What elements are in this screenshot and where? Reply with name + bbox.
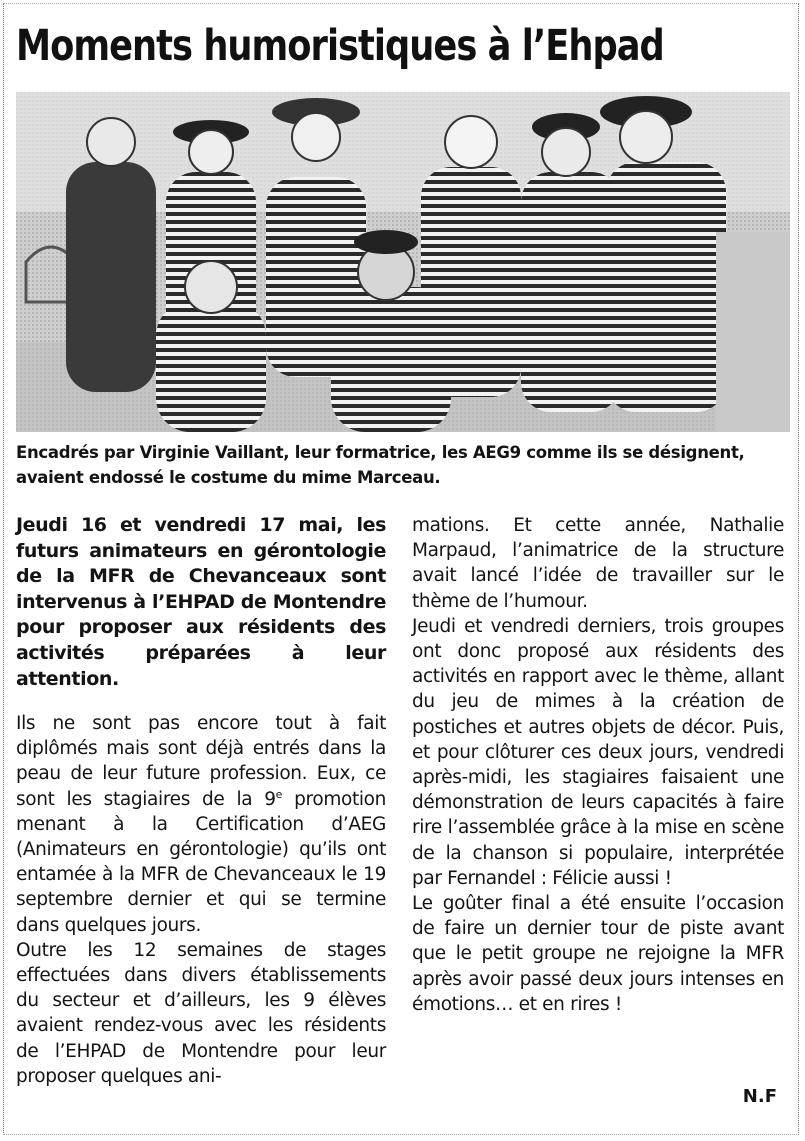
headline: Moments humoristiques à l’Ehpad — [16, 21, 664, 71]
paragraph: Ils ne sont pas encore tout à fait diplômés mais sont déjà entrés dans la peau de leur future profession. Eux, ce sont les stagiaires de la 9e promotion menant à la Certification d’AEG (Animateurs en gérontologie) qu’ils ont entamée à la MFR de Chevanceaux le 19 septembre dernier et qui se termine dans quelques jours. — [16, 713, 386, 936]
lead-paragraph: Jeudi 16 et vendredi 17 mai, les futurs animateurs en gérontologie de la MFR de Chevanceaux sont intervenus à l’EHPAD de Montendre pour proposer aux résidents des activités préparées à leur attention. — [16, 514, 386, 690]
paragraph: Jeudi et vendredi derniers, trois groupes ont donc proposé aux résidents des activités en rapport avec le thème, allant du jeu de mimes à la création de postiches et autres objets de décor. Puis, et pour clôturer ces deux jours, vendredi après-midi, les stagiaires faisaient une démonstration de leurs capacités à faire rire l’assemblée grâce à la mise en scène de la chanson si populaire, interprétée par Fernandel : Félicie aussi ! — [412, 615, 784, 889]
author-signature: N.F — [742, 1086, 777, 1107]
paragraph: Le goûter final a été ensuite l’occasion de faire un dernier tour de piste avant que le petit groupe ne rejoigne la MFR après avoir passé deux jours intenses en émotions… et en rires ! — [412, 893, 784, 1015]
paragraph: Outre les 12 semaines de stages effectuées dans divers établissements du secteur et d’ailleurs, les 9 élèves avaient rendez-vous avec les résidents de l’EHPAD de Montendre pour leur proposer quelques ani- — [16, 939, 386, 1087]
photo-caption: Encadrés par Virginie Vaillant, leur formatrice, les AEG9 comme ils se désignent, avaient endossé le costume du mime Marceau. — [16, 443, 745, 487]
body-column-right — [412, 513, 784, 1017]
paragraph: mations. Et cette année, Nathalie Marpaud, l’animatrice de la structure avait lancé l’idée de travailler sur le thème de l’humour. — [412, 515, 784, 612]
body-column-left — [16, 711, 386, 1089]
group-photo — [16, 92, 790, 432]
